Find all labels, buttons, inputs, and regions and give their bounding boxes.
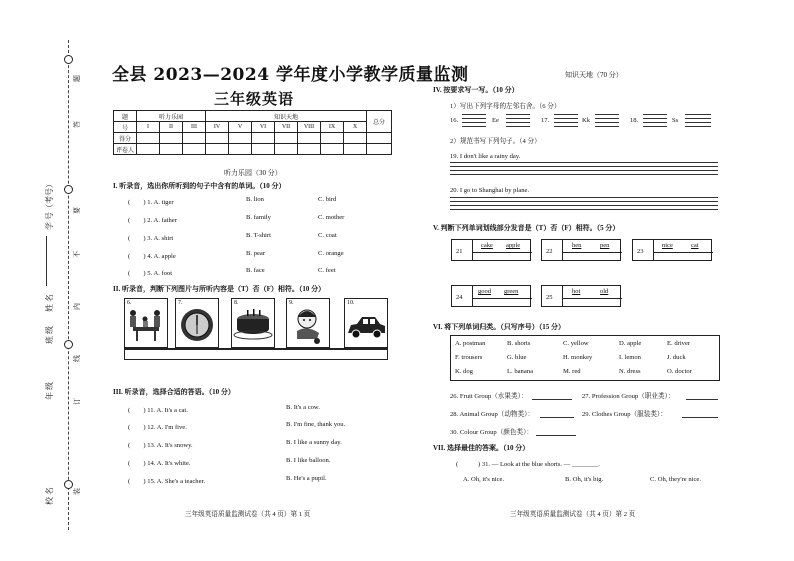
section-4-sub2: 2）规范书写下列句子。（4 分） — [450, 138, 541, 145]
word-item: C. yellow — [563, 340, 589, 347]
grader-cell[interactable] — [137, 144, 160, 155]
letter-num: 18. — [630, 117, 639, 124]
binding-label: 答 — [73, 121, 81, 128]
question-15: ( ) 15. A. She's a teacher. — [128, 478, 205, 485]
score-table-cell: VII — [275, 122, 298, 133]
section-6-title: VI. 将下列单词归类。（只写序号）（15 分） — [433, 323, 566, 331]
score-table-cell: IV — [206, 122, 229, 133]
score-table-row-label: 得分 — [114, 133, 137, 144]
score-cell[interactable] — [367, 133, 392, 144]
letter-num: 17. — [541, 117, 550, 124]
car-icon — [345, 299, 387, 347]
word-item: D. apple — [619, 340, 642, 347]
letter-given: Ee — [492, 117, 499, 124]
score-table-cell: II — [160, 122, 183, 133]
option-b: B. It's a cow. — [286, 404, 320, 411]
grader-cell[interactable] — [206, 144, 229, 155]
binding-label: 线 — [73, 355, 81, 362]
answer-blank[interactable] — [536, 435, 576, 436]
section-2-title: II. 听录音，判断下列图片与所听内容是（T）否（F）相符。（10 分） — [113, 285, 326, 293]
score-table-cell: X — [344, 122, 367, 133]
question-2: ( ) 2. A. father — [128, 217, 177, 224]
score-table-cell: IX — [321, 122, 344, 133]
picture-6-family-dinner — [124, 298, 168, 348]
word-item: H. monkey — [563, 354, 593, 361]
option-c: C. coat — [318, 232, 337, 239]
option-b: B. lion — [246, 196, 264, 203]
field-student-id: 学 号（考号） — [45, 180, 54, 230]
question-12: ( ) 12. A. I'm five. — [128, 424, 187, 431]
question-31: ( ) 31. — Look at the blue shorts. — ________. — [456, 461, 600, 468]
binding-label: 订 — [73, 398, 81, 405]
cake-icon — [232, 299, 274, 347]
sentence-19: 19. I don't like a rainy day. — [450, 153, 521, 160]
answer-blank[interactable] — [686, 399, 718, 400]
score-table-row-label: 评卷人 — [114, 144, 137, 155]
letter-num: 16. — [450, 117, 459, 124]
boy-icon — [287, 299, 329, 347]
word-item: O. doctor — [667, 368, 692, 375]
binding-dashed-line — [68, 40, 69, 530]
score-table-header-knowledge: 知识天地 — [206, 111, 367, 122]
binding-label: 要 — [73, 207, 81, 214]
exam-title: 全县 2023—2024 学年度小学教学质量监测 — [112, 65, 469, 85]
question-13: ( ) 13. A. It's snowy. — [128, 442, 193, 449]
score-cell[interactable] — [275, 133, 298, 144]
group-30-colour: 30. Colour Group（颜色类）： — [450, 429, 533, 436]
word-item: K. dog — [455, 368, 473, 375]
picture-8-cake — [231, 298, 275, 348]
score-table-cell: III — [183, 122, 206, 133]
option-b: B. family — [246, 214, 271, 221]
option-c: C. mother — [318, 214, 345, 221]
word-1: hen — [572, 242, 582, 249]
score-cell[interactable] — [229, 133, 252, 144]
page-footer-2: 三年级英语质量监测试卷（共 4 页）第 2 页 — [510, 511, 636, 518]
grader-cell[interactable] — [275, 144, 298, 155]
question-14: ( ) 14. A. It's white. — [128, 460, 191, 467]
word-2: cat — [691, 242, 699, 249]
option-b: B. pear — [246, 250, 266, 257]
field-name: 姓 名 — [45, 294, 54, 312]
listening-part-title: 听力乐园（30 分） — [224, 169, 282, 177]
section-4-title: IV. 按要求写一写。（10 分） — [433, 86, 519, 94]
word-item: B. shorts — [507, 340, 531, 347]
score-cell[interactable] — [206, 133, 229, 144]
word-item: A. postman — [455, 340, 486, 347]
score-cell[interactable] — [252, 133, 275, 144]
score-table-cell: 号 — [114, 122, 137, 133]
letter-given: Ss — [672, 117, 679, 124]
score-table-cell: I — [137, 122, 160, 133]
word-item: G. blue — [507, 354, 527, 361]
answer-blank[interactable] — [532, 399, 572, 400]
letter-given: Kk — [582, 117, 591, 124]
option-b: B. face — [246, 267, 265, 274]
binding-hole — [64, 185, 73, 194]
binding-label: 装 — [73, 488, 81, 495]
score-table — [113, 110, 392, 155]
group-29-clothes: 29. Clothes Group（服装类）： — [582, 411, 667, 418]
word-item: E. driver — [667, 340, 691, 347]
picture-9-boy-playing — [286, 298, 330, 348]
box-number: 21 — [456, 248, 463, 255]
score-table-cell: VI — [252, 122, 275, 133]
grader-cell[interactable] — [298, 144, 321, 155]
word-1: nice — [662, 242, 673, 249]
score-table-cell: 题 — [114, 111, 137, 122]
phonics-box-24[interactable] — [451, 285, 531, 307]
picture-number: 9. — [289, 300, 294, 306]
word-2: apple — [506, 242, 521, 249]
section-7-title: VII. 选择最佳的答案。（10 分） — [433, 444, 530, 452]
word-item: F. trousers — [455, 354, 483, 361]
option-b: B. I'm fine, thank you. — [286, 421, 346, 428]
box-number: 25 — [546, 294, 553, 301]
score-table-header-listening: 听力乐园 — [137, 111, 206, 122]
family-icon — [125, 299, 167, 347]
grader-cell[interactable] — [252, 144, 275, 155]
picture-10-car — [344, 298, 388, 348]
word-2: green — [504, 288, 519, 295]
grader-cell[interactable] — [160, 144, 183, 155]
grader-cell[interactable] — [321, 144, 344, 155]
question-1: ( ) 1. A. tiger — [128, 199, 174, 206]
word-bank — [450, 335, 720, 381]
word-item: J. duck — [667, 354, 686, 361]
word-1: good — [478, 288, 491, 295]
grader-cell[interactable] — [229, 144, 252, 155]
group-26-fruit: 26. Fruit Group（水果类）： — [450, 393, 528, 400]
phonics-box-22[interactable] — [541, 239, 621, 261]
clock-icon — [176, 299, 218, 347]
score-table-cell: V — [229, 122, 252, 133]
score-table-header-total: 总分 — [367, 111, 392, 133]
option-b: B. T-shirt — [246, 232, 271, 239]
score-cell[interactable] — [183, 133, 206, 144]
score-cell[interactable] — [344, 133, 367, 144]
grader-cell[interactable] — [367, 144, 392, 155]
option-b: B. Oh, it's big. — [565, 476, 604, 483]
group-28-animal: 28. Animal Group（动物类）： — [450, 411, 535, 418]
page-footer-1: 三年级英语质量监测试卷（共 4 页）第 1 页 — [185, 511, 311, 518]
score-cell[interactable] — [160, 133, 183, 144]
group-27-profession: 27. Profession Group（职业类）： — [582, 393, 675, 400]
section-4-sub1: 1）写出下列字母的左邻右舍。（6 分） — [450, 103, 561, 110]
option-b: B. I like a sunny day. — [286, 439, 342, 446]
word-item: N. dress — [619, 368, 641, 375]
option-a: A. Oh, it's nice. — [463, 476, 505, 483]
word-2: old — [600, 288, 609, 295]
word-item: I. lemon — [619, 354, 641, 361]
grader-cell[interactable] — [183, 144, 206, 155]
section-5-title: V. 判断下列单词划线部分发音是（T）否（F）相符。（5 分） — [433, 224, 620, 232]
picture-7-clock — [175, 298, 219, 348]
option-c: C. feet — [318, 267, 336, 274]
binding-strip — [0, 0, 110, 561]
question-4: ( ) 4. A. apple — [128, 253, 176, 260]
question-11: ( ) 11. A. It's a cat. — [128, 407, 188, 414]
phonics-box-25[interactable] — [541, 285, 621, 307]
box-number: 23 — [637, 248, 644, 255]
word-1: hot — [572, 288, 581, 295]
word-item: L. banana — [507, 368, 533, 375]
word-item: M. red — [563, 368, 581, 375]
word-1: cake — [481, 242, 493, 249]
question-5: ( ) 5. A. foot — [128, 270, 173, 277]
field-grade: 年 级 — [45, 382, 54, 400]
binding-label: 不 — [73, 251, 81, 258]
grader-cell[interactable] — [344, 144, 367, 155]
binding-hole — [64, 340, 73, 349]
question-3: ( ) 3. A. shirt — [128, 235, 174, 242]
field-class: 班 级 — [45, 326, 54, 344]
section-3-title: III. 听录音，选择合适的答语。（10 分） — [113, 388, 235, 396]
phonics-box-23[interactable] — [632, 239, 712, 261]
picture-number: 6. — [127, 300, 132, 306]
answer-blank[interactable] — [540, 417, 574, 418]
binding-hole — [64, 55, 73, 64]
binding-label: 题 — [73, 75, 81, 82]
word-2: pen — [600, 242, 610, 249]
exam-subtitle: 三年级英语 — [214, 90, 295, 108]
box-number: 24 — [456, 294, 463, 301]
picture-number: 7. — [178, 300, 183, 306]
picture-number: 8. — [234, 300, 239, 306]
binding-label: 内 — [73, 303, 81, 310]
score-cell[interactable] — [298, 133, 321, 144]
section-1-title: I. 听录音，选出你所听到的句子中含有的单词。（10 分） — [113, 182, 286, 190]
option-b: B. He's a pupil. — [286, 475, 327, 482]
knowledge-part-title: 知识天地（70 分） — [565, 71, 623, 79]
picture-number: 10. — [347, 300, 355, 306]
picture-answer-boxes[interactable] — [124, 348, 388, 360]
box-number: 22 — [546, 248, 553, 255]
answer-blank[interactable] — [682, 417, 718, 418]
score-cell[interactable] — [137, 133, 160, 144]
sentence-20: 20. I go to Shanghai by plane. — [450, 187, 530, 194]
option-c: C. orange — [318, 250, 344, 257]
option-c: C. Oh, they're nice. — [650, 476, 701, 483]
phonics-box-21[interactable] — [451, 239, 531, 261]
score-table-cell: VIII — [298, 122, 321, 133]
score-cell[interactable] — [321, 133, 344, 144]
option-b: B. I like balloon. — [286, 457, 331, 464]
option-c: C. bird — [318, 196, 337, 203]
field-school: 校 名 — [45, 487, 54, 505]
